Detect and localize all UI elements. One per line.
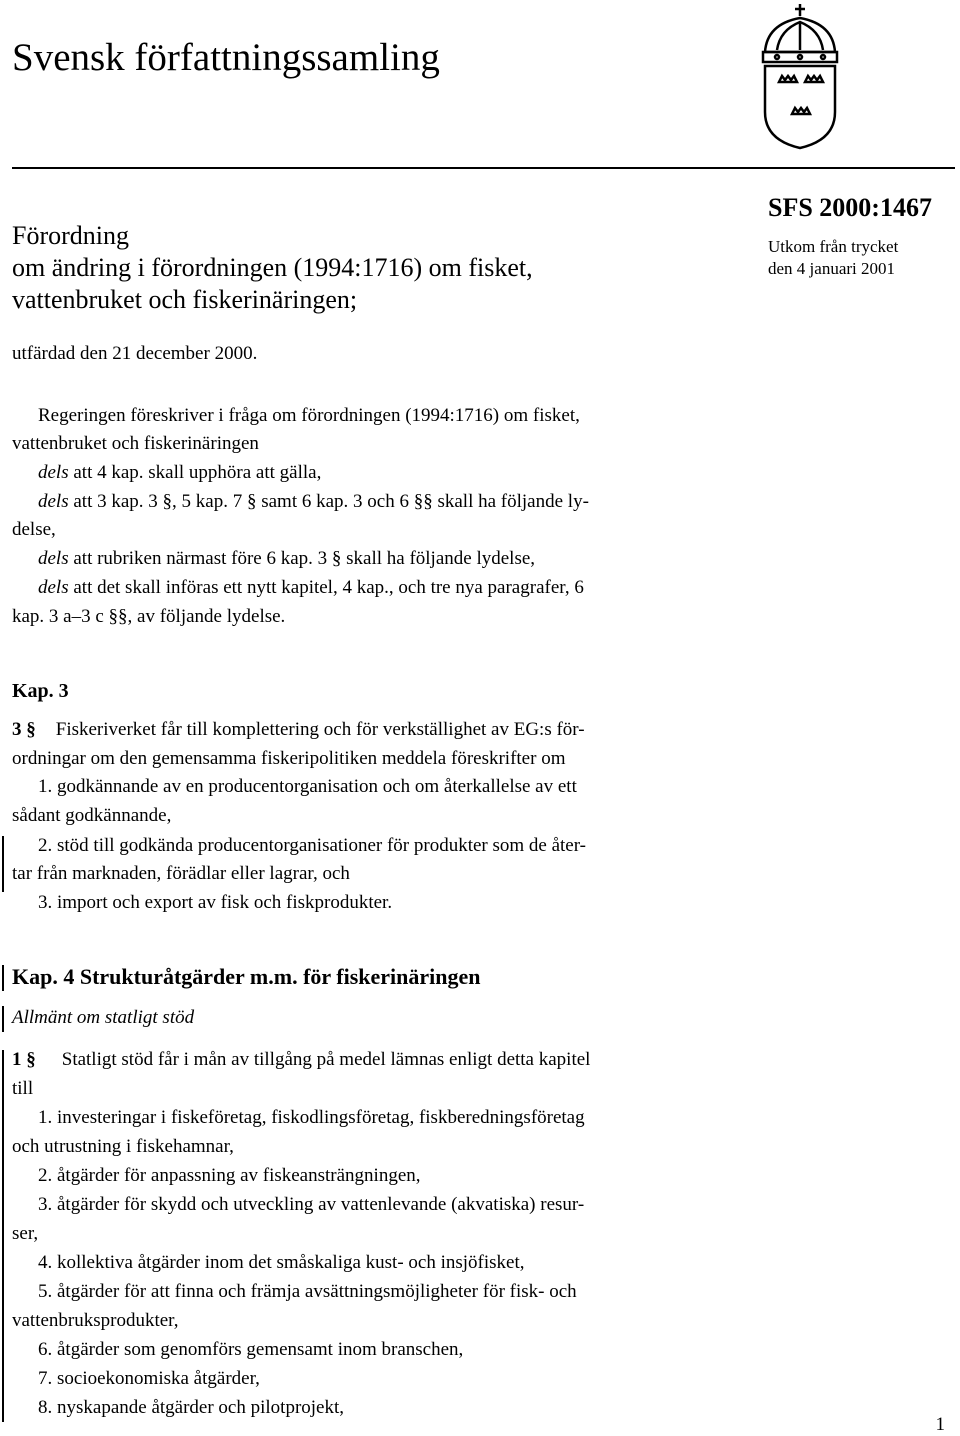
kap3-item-1-line-1: 1. godkännande av en producentorganisation och om återkallelse av ett — [38, 776, 577, 797]
kap3-para-line-1 — [12, 716, 585, 744]
change-bar — [2, 1050, 4, 1422]
kap4-para-line-2: till — [12, 1078, 34, 1099]
kap3-item-1-line-2: sådant godkännande, — [12, 805, 172, 826]
kap4-item-2: 2. åtgärder för anpassning av fiskeansträngningen, — [38, 1165, 421, 1186]
page-title: Svensk författningssamling — [12, 36, 440, 79]
kap3-para-text-1: Fiskeriverket får till komplettering och för verkställighet av EG:s för- — [55, 719, 585, 740]
change-bar — [2, 836, 4, 892]
heading-line-2: om ändring i förordningen (1994:1716) om fisket, — [12, 253, 533, 282]
intro-item-3 — [38, 545, 535, 573]
heading-line-1: Förordning — [12, 221, 129, 250]
document-heading — [12, 220, 533, 316]
intro-item-4-text: att det skall införas ett nytt kapitel, 4 kap., och tre nya paragrafer, 6 — [68, 577, 584, 598]
dels-label: dels — [38, 491, 69, 512]
kap4-item-1-line-2: och utrustning i fiskehamnar, — [12, 1136, 234, 1157]
kap4-item-5-line-1: 5. åtgärder för att finna och främja avsättningsmöjligheter för fisk- och — [38, 1281, 577, 1302]
kap4-item-7: 7. socioekonomiska åtgärder, — [38, 1368, 260, 1389]
kap3-heading: Kap. 3 — [12, 680, 69, 702]
intro-item-2 — [38, 488, 589, 516]
dels-label: dels — [38, 548, 69, 569]
intro-line-1: Regeringen föreskriver i fråga om förordningen (1994:1716) om fisket, — [38, 405, 580, 426]
kap3-item-3: 3. import och export av fisk och fiskprodukter. — [38, 892, 393, 913]
published-line-2: den 4 januari 2001 — [768, 259, 895, 278]
change-bar — [2, 965, 4, 991]
dels-label: dels — [38, 577, 69, 598]
publication-date — [768, 236, 898, 280]
kap4-item-5-line-2: vattenbruksprodukter, — [12, 1310, 179, 1331]
issued-date: utfärdad den 21 december 2000. — [12, 343, 258, 364]
intro-item-4 — [38, 574, 584, 602]
coat-of-arms-icon — [755, 2, 845, 152]
kap4-heading: Kap. 4 Strukturåtgärder m.m. för fiskerinäringen — [12, 964, 481, 989]
kap4-item-4: 4. kollektiva åtgärder inom det småskaliga kust- och insjöfisket, — [38, 1252, 525, 1273]
intro-line-2: vattenbruket och fiskerinäringen — [12, 433, 259, 454]
intro-item-1-text: att 4 kap. skall upphöra att gälla, — [68, 462, 322, 483]
kap3-para-number: 3 § — [12, 719, 36, 740]
heading-line-3: vattenbruket och fiskerinäringen; — [12, 285, 358, 314]
intro-item-4-cont: kap. 3 a–3 c §§, av följande lydelse. — [12, 606, 286, 627]
intro-item-2-cont: delse, — [12, 519, 56, 540]
published-line-1: Utkom från trycket — [768, 237, 899, 256]
kap4-item-1-line-1: 1. investeringar i fiskeföretag, fiskodlingsföretag, fiskberedningsföretag — [38, 1107, 585, 1128]
intro-item-2-text: att 3 kap. 3 §, 5 kap. 7 § samt 6 kap. 3 och 6 §§ skall ha följande ly- — [68, 491, 589, 512]
page-number: 1 — [935, 1414, 945, 1435]
kap4-item-6: 6. åtgärder som genomförs gemensamt inom branschen, — [38, 1339, 464, 1360]
kap3-para-line-2: ordningar om den gemensamma fiskeripolitiken meddela föreskrifter om — [12, 748, 566, 769]
kap3-item-2-line-2: tar från marknaden, förädlar eller lagrar, och — [12, 863, 350, 884]
kap4-para-line-1 — [12, 1046, 590, 1074]
header-rule — [12, 167, 955, 169]
kap4-item-3-line-1: 3. åtgärder för skydd och utveckling av vattenlevande (akvatiska) resur- — [38, 1194, 585, 1215]
kap3-item-2-line-1: 2. stöd till godkända producentorganisationer för produkter som de åter- — [38, 835, 587, 856]
kap4-item-8: 8. nyskapande åtgärder och pilotprojekt, — [38, 1397, 345, 1418]
intro-item-3-text: att rubriken närmast före 6 kap. 3 § skall ha följande lydelse, — [68, 548, 536, 569]
kap4-item-3-line-2: ser, — [12, 1223, 39, 1244]
kap4-subheading: Allmänt om statligt stöd — [12, 1007, 195, 1028]
kap4-para-text-1: Statligt stöd får i mån av tillgång på medel lämnas enligt detta kapitel — [61, 1049, 591, 1070]
dels-label: dels — [38, 462, 69, 483]
kap4-para-number: 1 § — [12, 1049, 36, 1070]
sfs-number: SFS 2000:1467 — [768, 193, 932, 222]
intro-item-1 — [38, 459, 321, 487]
change-bar — [2, 1006, 4, 1032]
